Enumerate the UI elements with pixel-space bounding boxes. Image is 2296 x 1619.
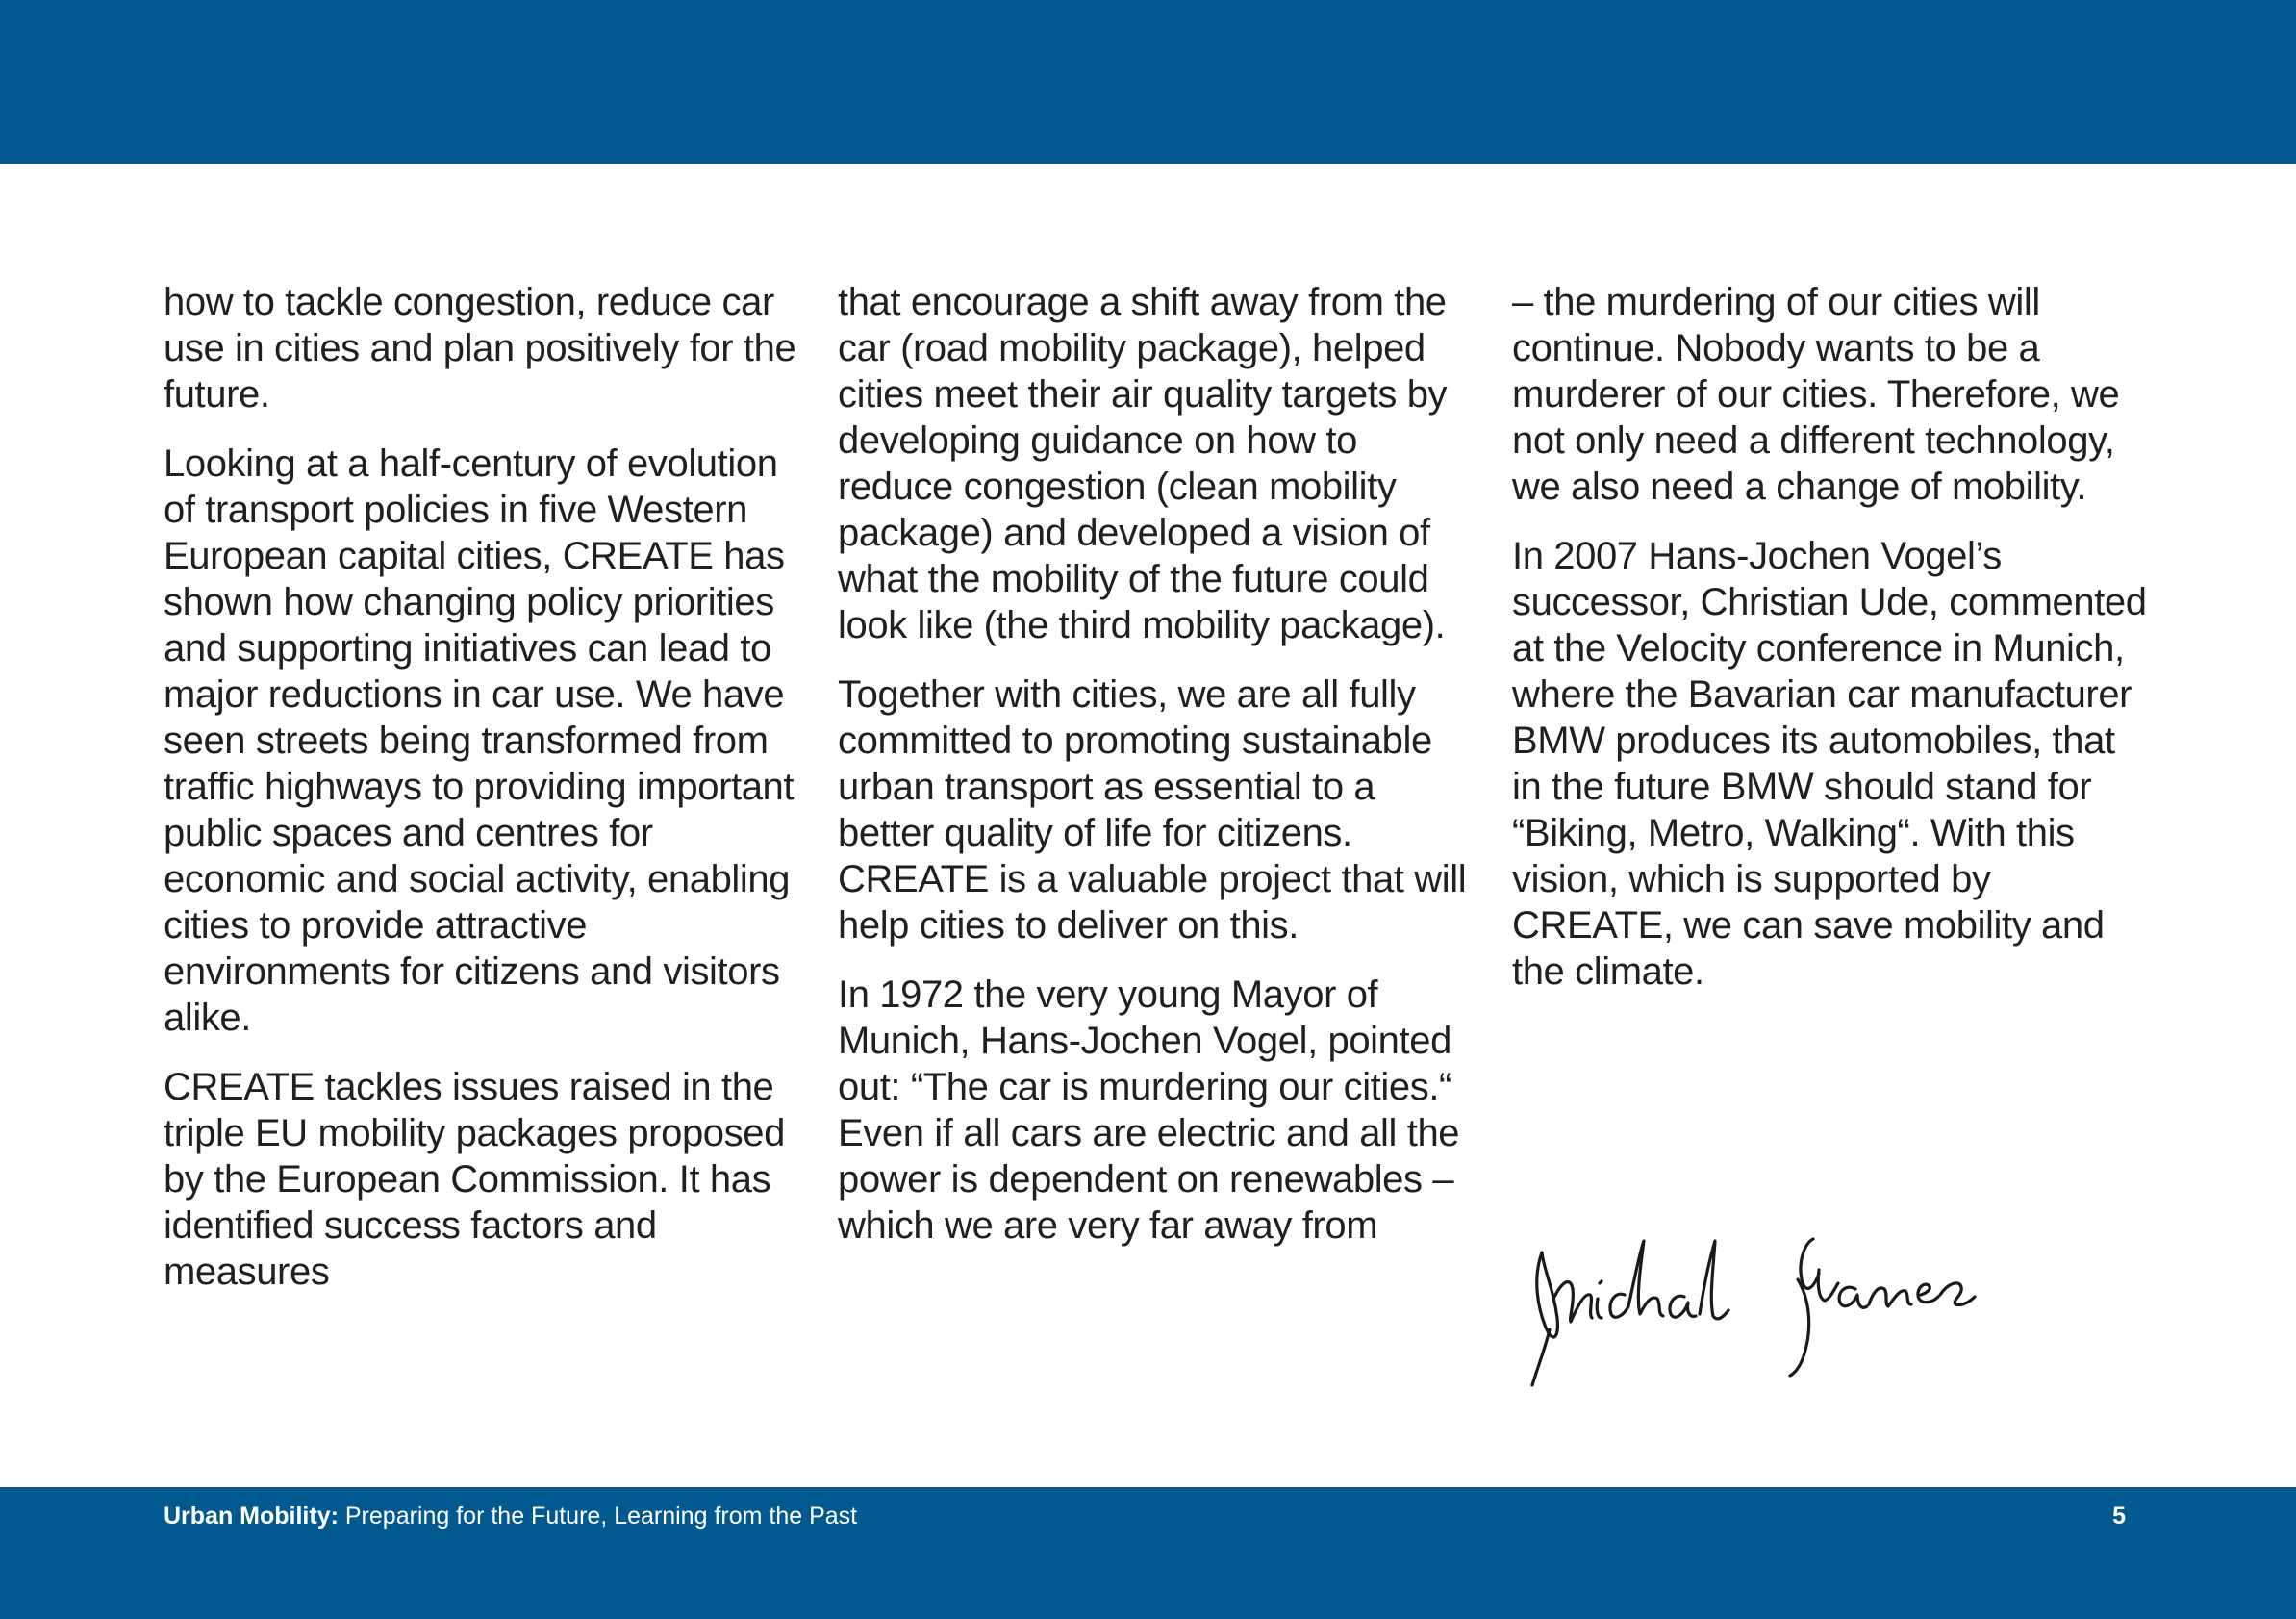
text-column-3: [1512, 279, 2147, 1018]
footer-title-rest: Preparing for the Future, Learning from the Past: [338, 1503, 858, 1530]
paragraph: Looking at a half-century of evolution of transport policies in five Western European capital cities, CREATE has shown how changing policy priorities and supporting initiatives can lead to major reductions in car use. We have seen streets being transformed from traffic highways to providing important public spaces and centres for economic and social activity, enabling cities to provide attractive environments for citizens and visitors alike.: [164, 443, 795, 1039]
footer-title: [164, 1503, 857, 1530]
handwritten-signature-icon: [1525, 1222, 2044, 1395]
text-column-2: [838, 279, 1473, 1272]
page-number: 5: [2112, 1503, 2126, 1530]
header-band: [0, 0, 2296, 164]
paragraph: In 1972 the very young Mayor of Munich, Hans-Jochen Vogel, pointed out: “The car is murdering our cities.“ Even if all cars are electric and all the power is dependent on renewables – which we are very far away from: [838, 974, 1460, 1247]
paragraph: Together with cities, we are all fully committed to promoting sustainable urban transport as essential to a better quality of life for citizens. CREATE is a valuable project that will help cities to deliver on this.: [838, 673, 1467, 947]
paragraph: CREATE tackles issues raised in the triple EU mobility packages proposed by the European Commission. It has identified success factors and measures: [164, 1066, 785, 1293]
paragraph: how to tackle congestion, reduce car use in cities and plan positively for the future.: [164, 281, 796, 416]
footer-title-bold: Urban Mobility:: [164, 1503, 339, 1530]
paragraph: that encourage a shift away from the car (road mobility package), helped cities meet their air quality targets by developing guidance on how to reduce congestion (clean mobility package) and developed a vision of what the mobility of the future could look like (the third mobility package).: [838, 281, 1448, 646]
paragraph: – the murdering of our cities will continue. Nobody wants to be a murderer of our cities. Therefore, we not only need a different technology, we also need a change of mobility.: [1512, 281, 2120, 508]
text-column-1: [164, 279, 798, 1318]
paragraph: In 2007 Hans-Jochen Vogel’s successor, Christian Ude, commented at the Velocity conference in Munich, where the Bavarian car manufacturer BMW produces its automobiles, that in the future BMW should stand for “Biking, Metro, Walking“. With this vision, which is supported by CREATE, we can save mobility and the climate.: [1512, 535, 2147, 993]
